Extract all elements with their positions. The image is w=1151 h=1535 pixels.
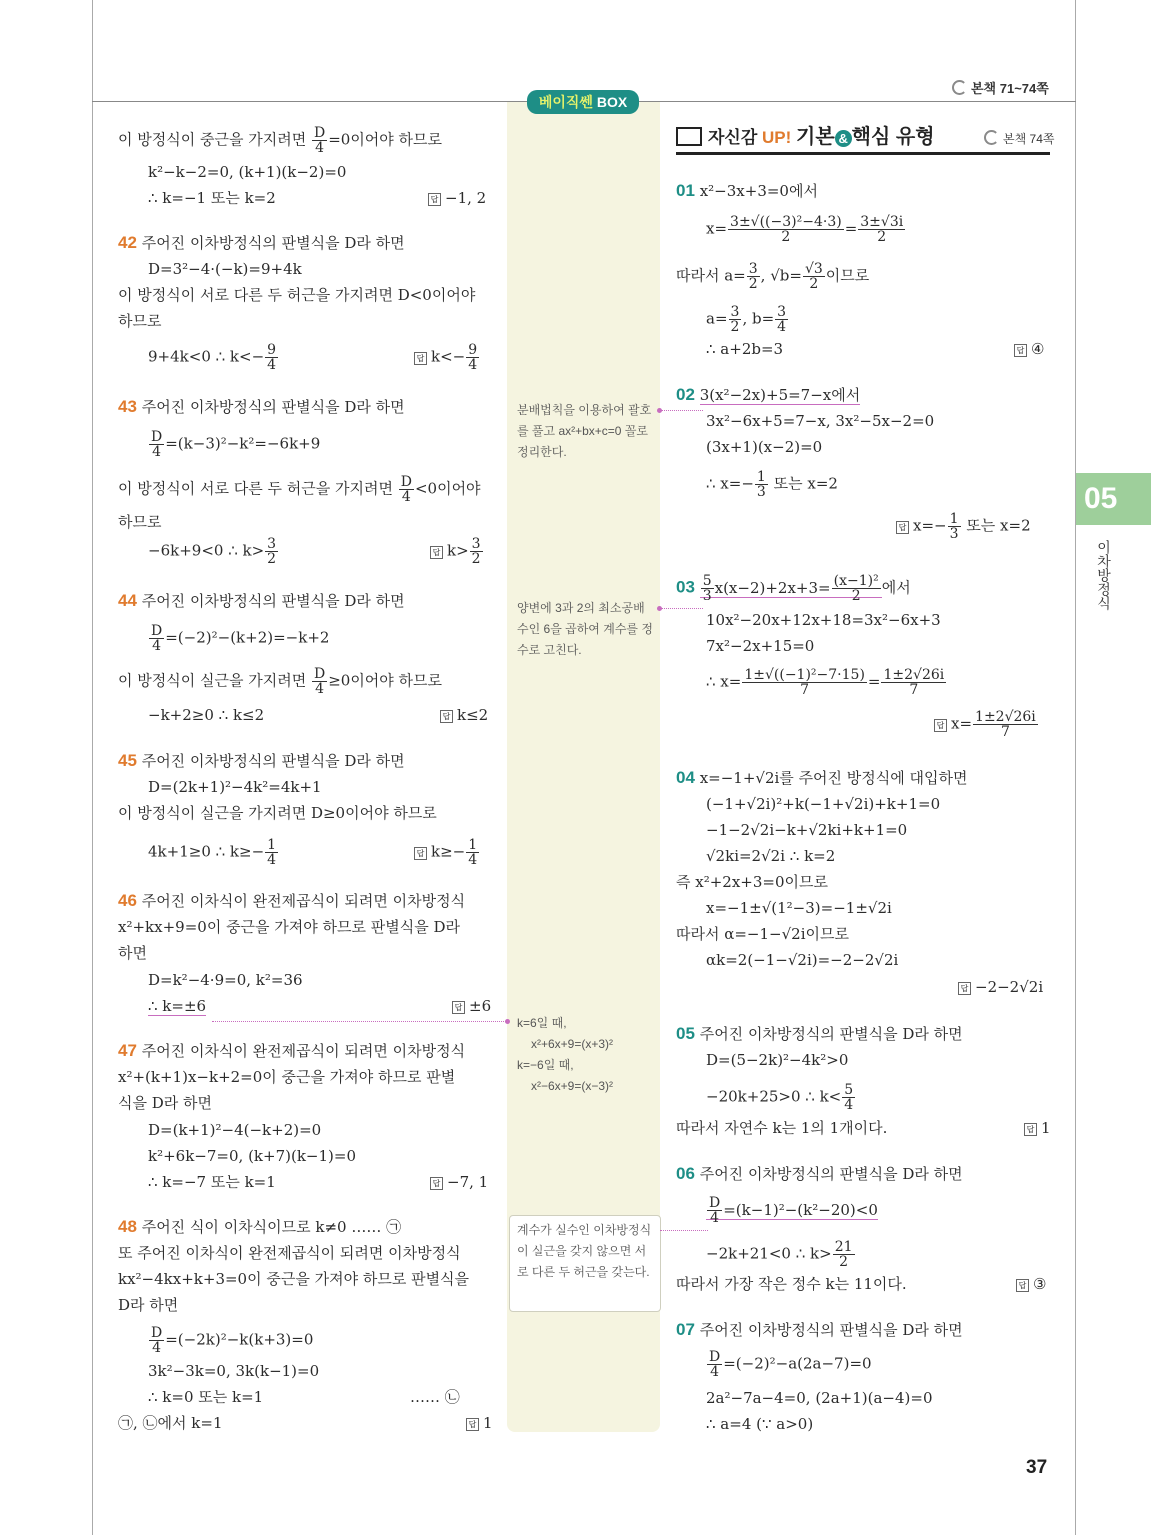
problem-line: 44 주어진 이차방정식의 판별식을 D라 하면 <box>118 591 405 610</box>
problem-line: 01 x²−3x+3=0에서 <box>676 181 818 200</box>
text-line: ∴ x=− $\frac{1}{3}$ 또는 x=2 <box>706 469 838 500</box>
problem-line: 06 주어진 이차방정식의 판별식을 D라 하면 <box>676 1164 963 1183</box>
text-line: $\frac{D}{4}$ =(k−3)²−k²=−6k+9 <box>151 429 321 460</box>
connector-line <box>661 410 703 411</box>
text-line: $\frac{D}{4}$ =(−2k)²−k(k+3)=0 <box>151 1325 314 1356</box>
text-line: −1−2√2i−k+√2ki+k+1=0 <box>706 821 908 839</box>
text-line: x=−1±√(1²−3)=−1±√2i <box>706 899 892 917</box>
answer: 답 k≥− $\frac{1}{4}$ <box>414 838 480 867</box>
text-line: D라 하면 <box>118 1296 179 1314</box>
problem-line: 47 주어진 이차식이 완전제곱식이 되려면 이차방정식 <box>118 1041 466 1060</box>
fraction: $\frac{D}{4}$ <box>313 125 326 156</box>
text-line: ∴ k=−1 또는 k=2 <box>148 189 276 207</box>
text-line: x²+(k+1)x−k+2=0이 중근을 가져야 하므로 판별 <box>118 1068 456 1086</box>
page-number: 37 <box>1026 1457 1048 1478</box>
problem-line: 03 $\frac{5}{3}$ x(x−2)+2x+3= $\frac{\text{(x−1)²}}{2}$ 에서 <box>676 573 911 604</box>
answer-icon: 답 <box>934 719 947 732</box>
text-line: $\frac{D}{4}$ =(−2)²−(k+2)=−k+2 <box>151 623 330 654</box>
text-line: 3k²−3k=0, 3k(k−1)=0 <box>148 1362 320 1380</box>
text-line: 4k+1≥0 ∴ k≥− $\frac{1}{4}$ <box>148 837 277 868</box>
chapter-label: 이차방정식 <box>1096 540 1112 610</box>
problem-line: 48 주어진 식이 이차식이므로 k≠0 …… ㉠ <box>118 1217 402 1236</box>
text-line: (−1+√2i)²+k(−1+√2i)+k+1=0 <box>706 795 941 813</box>
answer: 답 k> $\frac{3}{2}$ <box>430 537 484 566</box>
answer-icon: 답 <box>1014 344 1027 357</box>
text-line: 이 방정식이 실근을 가지려면 D≥0이어야 하므로 <box>118 804 437 822</box>
text-line: k²−k−2=0, (k+1)(k−2)=0 <box>148 163 347 181</box>
text-line: 10x²−20x+12x+18=3x²−6x+3 <box>706 611 941 629</box>
text-line: kx²−4kx+k+3=0이 중근을 가져야 하므로 판별식을 <box>118 1270 470 1288</box>
answer-icon: 답 <box>428 193 441 206</box>
answer: 답 k<− $\frac{9}{4}$ <box>414 343 480 372</box>
answer-icon: 답 <box>466 1418 479 1431</box>
reference-icon <box>952 80 967 95</box>
answer: 답 k≤2 <box>440 706 488 724</box>
text-line: −k+2≥0 ∴ k≤2 <box>148 706 265 724</box>
text-line: D=k²−4·9=0, k²=36 <box>148 971 303 989</box>
answer: 답 x= $\frac{1\pm 2√26i}{7}$ <box>934 710 1039 739</box>
text-line: ∴ x= $\frac{\text{1±√((−1)²−7·15)}}{7}$ = $\frac{1\pm 2√26i}{7}$ <box>706 667 945 698</box>
answer: 답 x=− $\frac{1}{3}$ 또는 x=2 <box>896 512 1031 541</box>
side-note: k=6일 때, x²+6x+9=(x+3)² k=−6일 때, x²−6x+9=(x−3)² <box>517 1016 614 1093</box>
section-title: 자신감 UP! 기본 & 핵심 유형 <box>676 120 935 149</box>
answer-icon: 답 <box>1016 1279 1029 1292</box>
text-line: 따라서 자연수 k는 1의 1개이다. <box>676 1119 888 1137</box>
problem-line: 46 주어진 이차식이 완전제곱식이 되려면 이차방정식 <box>118 891 466 910</box>
side-note: 계수가 실수인 이차방정식이 실근을 갖지 않으면 서로 다른 두 허근을 갖는다. <box>517 1223 652 1279</box>
text-line: √2ki=2√2i ∴ k=2 <box>706 847 836 865</box>
problem-line: 05 주어진 이차방정식의 판별식을 D라 하면 <box>676 1024 963 1043</box>
text-line: x= $\frac{\text{3±√((−3)²−4·3)}}{2}$ = $\frac{3\pm√3i}{2}$ <box>706 214 904 245</box>
problem-line: 02 3(x²−2x)+5=7−x에서 <box>676 385 861 404</box>
text-line: ∴ k=0 또는 k=1 <box>148 1388 264 1406</box>
right-margin-line <box>1075 0 1076 1535</box>
answer-icon: 답 <box>958 982 971 995</box>
text-line: D=(5−2k)²−4k²>0 <box>706 1051 849 1069</box>
text-line: D=(k+1)²−4(−k+2)=0 <box>148 1121 322 1139</box>
answer: 답 −1, 2 <box>428 189 486 207</box>
text-line: ∴ a+2b=3 <box>706 340 784 358</box>
side-note: 분배법칙을 이용하여 괄호를 풀고 ax²+bx+c=0 꼴로 정리한다. <box>517 403 652 459</box>
problem-line: 04 x=−1+√2i를 주어진 방정식에 대입하면 <box>676 768 968 787</box>
box-tab: 베이직쎈 BOX <box>527 90 639 114</box>
text-line: −2k+21<0 ∴ k> $\frac{21}{2}$ <box>706 1239 853 1270</box>
text-line: …… ㉡ <box>410 1388 460 1406</box>
text-line: k²+6k−7=0, (k+7)(k−1)=0 <box>148 1147 356 1165</box>
section-rule <box>676 152 1050 155</box>
chapter-tab: 05 <box>1076 473 1151 525</box>
text-line: 따라서 a= $\frac{3}{2}$ , √b= $\frac{√3}{2}$ 이므로 <box>676 261 870 292</box>
connector-line <box>212 1021 506 1022</box>
text-line: x²+kx+9=0이 중근을 가져야 하므로 판별식을 D라 <box>118 918 461 936</box>
connector-line <box>661 608 703 609</box>
text-line: D=3²−4·(−k)=9+4k <box>148 260 302 278</box>
answer-icon: 답 <box>430 1177 443 1190</box>
answer-icon: 답 <box>1024 1123 1037 1136</box>
answer: 답 ③ <box>1016 1275 1046 1293</box>
text-line: 3x²−6x+5=7−x, 3x²−5x−2=0 <box>706 412 935 430</box>
text-line: ∴ a=4 (∵ a>0) <box>706 1415 814 1433</box>
text-line: a= $\frac{3}{2}$ , b= $\frac{3}{4}$ <box>706 304 787 335</box>
answer-icon: 답 <box>414 847 427 860</box>
connector-dot <box>505 1019 510 1024</box>
text-line: 하면 <box>118 944 147 962</box>
answer: 답 1 <box>1024 1119 1051 1137</box>
text-line: 2a²−7a−4=0, (2a+1)(a−4)=0 <box>706 1389 933 1407</box>
problem-line: 07 주어진 이차방정식의 판별식을 D라 하면 <box>676 1320 963 1339</box>
answer-icon: 답 <box>440 710 453 723</box>
problem-line: 42 주어진 이차방정식의 판별식을 D라 하면 <box>118 233 405 252</box>
text-line: 이 방정식이 서로 다른 두 허근을 가지려면 D<0이어야 <box>118 286 476 304</box>
text-line: $\frac{D}{4}$ =(k−1)²−(k²−20)<0 <box>706 1196 878 1225</box>
text-line: 따라서 α=−1−√2i이므로 <box>676 925 849 943</box>
answer: 답 ④ <box>1014 340 1044 358</box>
text-line: 하므로 <box>118 513 162 531</box>
text-line: 식을 D라 하면 <box>118 1094 213 1112</box>
reference-icon <box>984 130 999 145</box>
text-line: ㉠, ㉡에서 k=1 <box>118 1414 223 1432</box>
answer: 답 1 <box>466 1414 493 1432</box>
text-line: 7x²−2x+15=0 <box>706 637 815 655</box>
text-line: (3x+1)(x−2)=0 <box>706 438 823 456</box>
megaphone-icon <box>676 127 702 146</box>
text-line: 하므로 <box>118 312 162 330</box>
text-line: 또 주어진 이차식이 완전제곱식이 되려면 이차방정식 <box>118 1244 461 1262</box>
text-line: −20k+25>0 ∴ k< $\frac{5}{4}$ <box>706 1082 854 1113</box>
text-line: ∴ k=±6 <box>148 997 207 1015</box>
problem-line: 43 주어진 이차방정식의 판별식을 D라 하면 <box>118 397 405 416</box>
text-line: −6k+9<0 ∴ k> $\frac{3}{2}$ <box>148 536 277 567</box>
answer-icon: 답 <box>452 1001 465 1014</box>
text-line: 이 방정식이 실근을 가지려면 $\frac{D}{4}$ ≥0이어야 하므로 <box>118 666 443 697</box>
text-line: 이 방정식이 서로 다른 두 허근을 가지려면 $\frac{D}{4}$ <0이어야 <box>118 474 481 505</box>
text-line: ∴ k=−7 또는 k=1 <box>148 1173 276 1191</box>
text-line: $\frac{D}{4}$ =(−2)²−a(2a−7)=0 <box>709 1349 872 1380</box>
text-line: 이 방정식이 중근을 가지려면 $\frac{D}{4}$ =0이어야 하므로 <box>118 125 443 156</box>
answer-icon: 답 <box>430 546 443 559</box>
text-line: 즉 x²+2x+3=0이므로 <box>676 873 828 891</box>
left-margin-line <box>92 0 93 1535</box>
text-line: 따라서 가장 작은 정수 k는 11이다. <box>676 1275 907 1293</box>
answer: 답 −7, 1 <box>430 1173 488 1191</box>
answer-icon: 답 <box>414 352 427 365</box>
problem-line: 45 주어진 이차방정식의 판별식을 D라 하면 <box>118 751 405 770</box>
answer-icon: 답 <box>896 521 909 534</box>
answer: 답 ±6 <box>452 997 491 1015</box>
side-note: 양변에 3과 2의 최소공배수인 6을 곱하여 계수를 정수로 고친다. <box>517 601 653 657</box>
text-line: 9+4k<0 ∴ k<− $\frac{9}{4}$ <box>148 342 277 373</box>
connector-line <box>660 1230 708 1231</box>
page-reference: 본책 71~74쪽 <box>952 78 1049 97</box>
text-line: D=(2k+1)²−4k²=4k+1 <box>148 778 322 796</box>
text-line: αk=2(−1−√2i)=−2−2√2i <box>706 951 899 969</box>
section-reference: 본책 74쪽 <box>984 130 1054 147</box>
answer: 답 −2−2√2i <box>958 978 1043 996</box>
